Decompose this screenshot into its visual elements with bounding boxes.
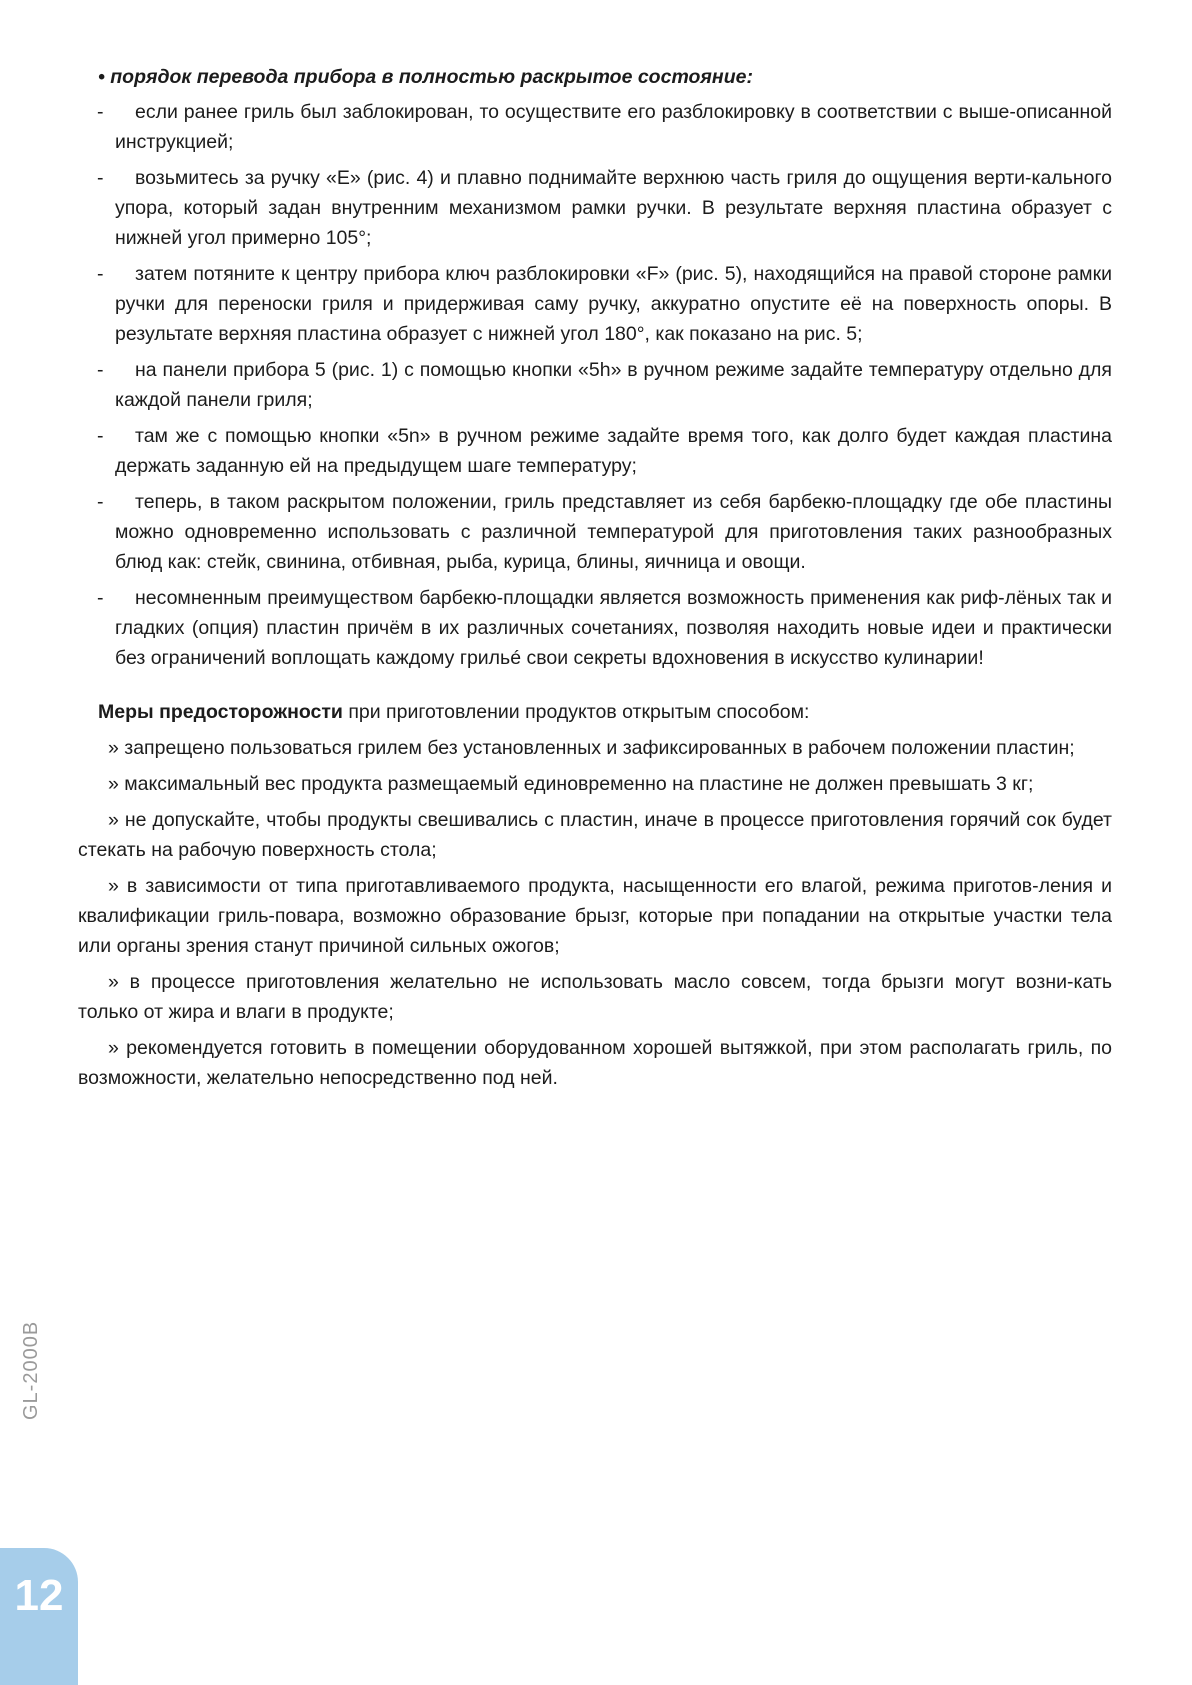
precaution-item: » запрещено пользоваться грилем без установленных и зафиксированных в рабочем положении пластин;	[108, 737, 1075, 759]
step-text: на панели прибора 5 (рис. 1) с помощью кнопки «5h» в ручном режиме задайте температуру отдельно для каждой панели гриля;	[115, 359, 1112, 411]
dash-marker: -	[97, 101, 104, 123]
page-number: 12	[14, 1571, 64, 1620]
dash-marker: -	[97, 587, 104, 609]
step-text: если ранее гриль был заблокирован, то осуществите его разблокировку в соответствии с выше-описанной инструкцией;	[115, 101, 1112, 153]
dash-marker: -	[97, 167, 104, 189]
step-text: возьмитесь за ручку «E» (рис. 4) и плавно поднимайте верхнюю часть гриля до ощущения верти-кального упора, который задан внутренним механизмом рамки ручки. В результате верхняя пластина образует с нижней угол примерно 105°;	[115, 167, 1112, 249]
dash-marker: -	[97, 263, 104, 285]
list-item	[78, 421, 1112, 481]
precaution-item: » в процессе приготовления желательно не использовать масло совсем, тогда брызги могут возни-кать только от жира и влаги в продукте;	[78, 971, 1112, 1023]
step-text: теперь, в таком раскрытом положении, гриль представляет из себя барбекю-площадку где обе пластины можно одновременно использовать с различной температурой для приготовления таких разнообразных блюд как: стейк, свинина, отбивная, рыба, курица, блины, яичница и овощи.	[115, 491, 1112, 573]
precautions-title-bold: Меры предосторожности	[98, 701, 343, 723]
precaution-item: » рекомендуется готовить в помещении оборудованном хорошей вытяжкой, при этом располагать гриль, по возможности, желательно непосредственно под ней.	[78, 1037, 1112, 1089]
dash-marker: -	[97, 425, 104, 447]
list-item	[78, 487, 1112, 577]
list-item	[78, 97, 1112, 157]
precaution-item: » максимальный вес продукта размещаемый единовременно на пластине не должен превышать 3 кг;	[108, 773, 1034, 795]
list-item	[78, 259, 1112, 349]
precaution-item: » в зависимости от типа приготавливаемого продукта, насыщенности его влагой, режима приготов-ления и квалификации гриль-повара, возможно образование брызг, которые при попадании на открытые участки тела или органы зрения станут причиной сильных ожогов;	[78, 875, 1112, 957]
model-code: GL-2000B	[20, 1320, 42, 1420]
step-text: затем потяните к центру прибора ключ разблокировки «F» (рис. 5), находящийся на правой стороне рамки ручки для переноски гриля и придерживая саму ручку, аккуратно опустите её на поверхность опоры. В результате верхняя пластина образует с нижней угол 180°, как показано на рис. 5;	[115, 263, 1112, 345]
precaution-item: » не допускайте, чтобы продукты свешивались с пластин, иначе в процессе приготовления горячий сок будет стекать на рабочую поверхность стола;	[78, 809, 1112, 861]
precautions-list	[78, 733, 1112, 1093]
section-heading: • порядок перевода прибора в полностью раскрытое состояние:	[98, 66, 753, 88]
dash-marker: -	[97, 491, 104, 513]
list-item	[78, 355, 1112, 415]
precautions-title	[78, 697, 1112, 727]
list-item	[78, 163, 1112, 253]
list-item	[78, 583, 1112, 673]
step-text: несомненным преимуществом барбекю-площадки является возможность применения как риф-лёных так и гладких (опция) пластин причём в их различных сочетаниях, позволяя находить новые идеи и практически без ограничений воплощать каждому грильé свои секреты вдохновения в искусство кулинарии!	[115, 587, 1112, 669]
steps-list	[78, 97, 1112, 673]
dash-marker: -	[97, 359, 104, 381]
step-text: там же с помощью кнопки «5n» в ручном режиме задайте время того, как долго будет каждая пластина держать заданную ей на предыдущем шаге температуру;	[115, 425, 1112, 477]
precautions-title-rest: при приготовлении продуктов открытым способом:	[342, 701, 810, 723]
page-content	[78, 62, 1112, 1099]
